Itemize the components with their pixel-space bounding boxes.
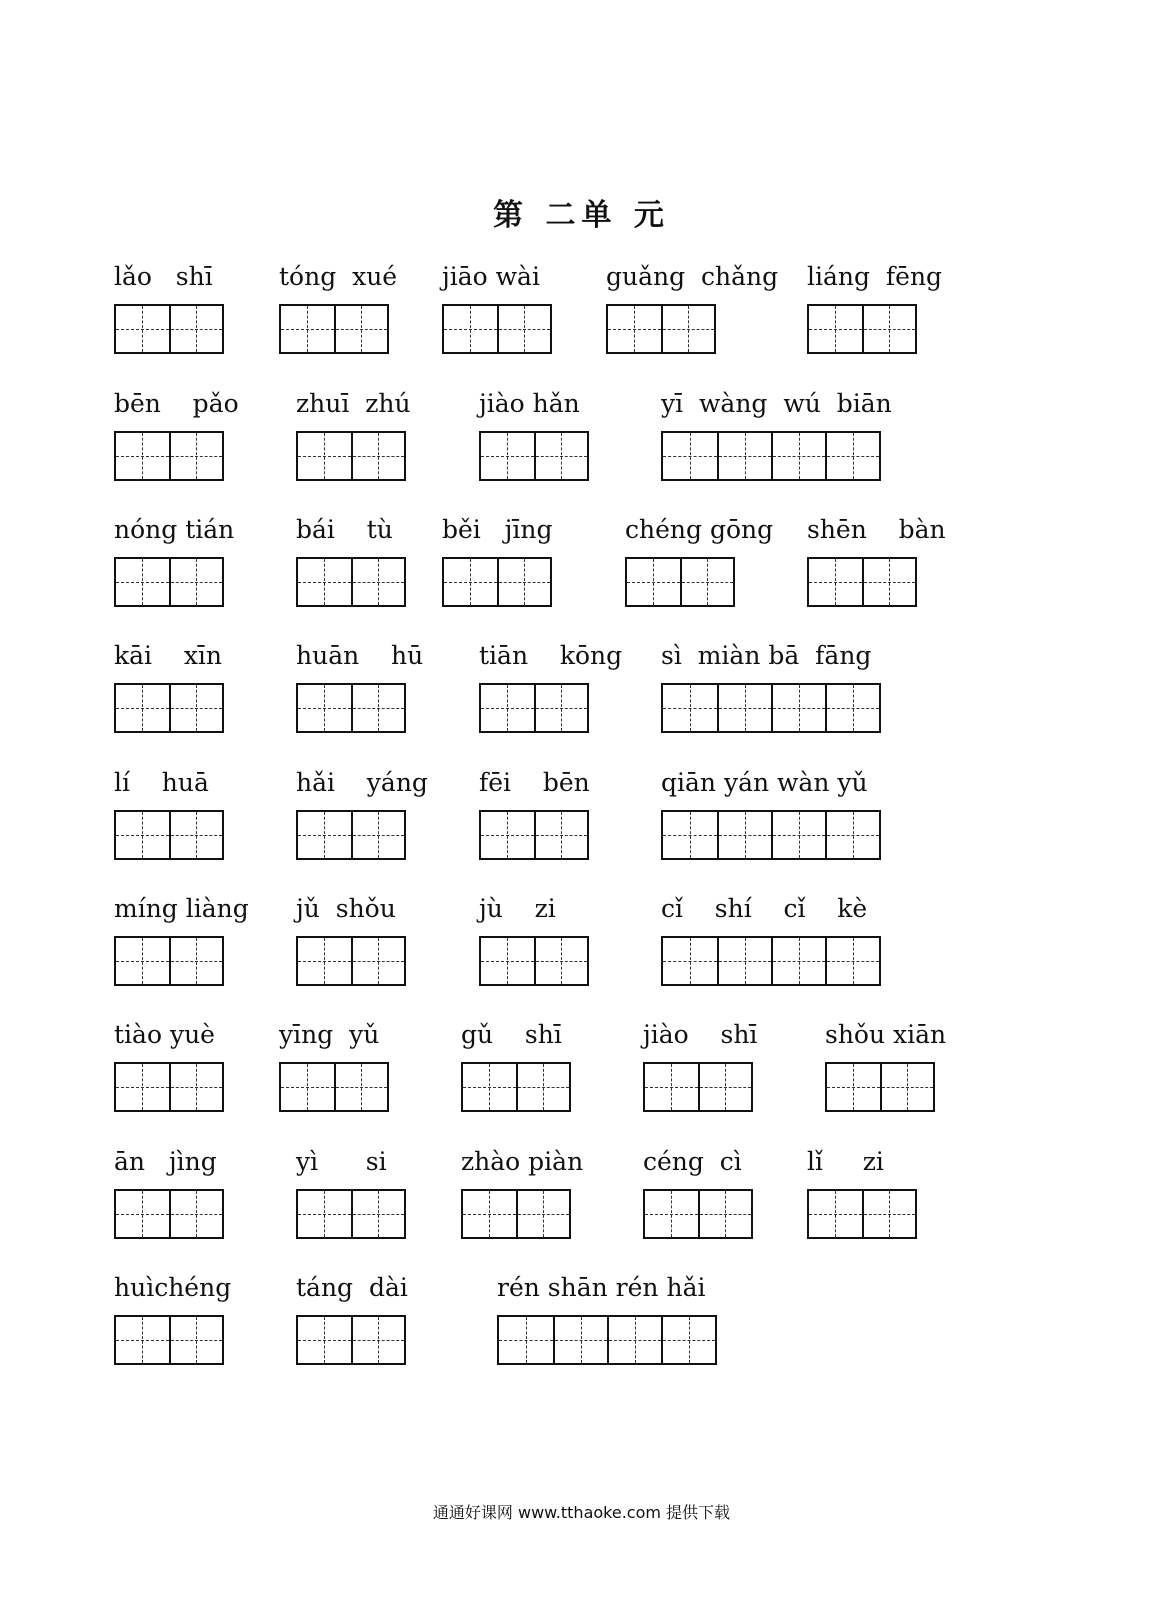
tianzige-box[interactable] — [169, 1191, 222, 1237]
tianzige-box[interactable] — [298, 433, 351, 479]
tianzige-box[interactable] — [534, 433, 587, 479]
writing-boxes — [497, 1315, 717, 1365]
writing-boxes — [643, 1062, 753, 1112]
writing-boxes — [114, 557, 224, 607]
tianzige-box[interactable] — [825, 433, 879, 479]
writing-boxes — [114, 1189, 224, 1239]
writing-boxes — [114, 936, 224, 986]
tianzige-box[interactable] — [516, 1064, 569, 1110]
tianzige-box[interactable] — [334, 306, 387, 352]
writing-boxes — [625, 557, 735, 607]
tianzige-box[interactable] — [698, 1064, 751, 1110]
tianzige-box[interactable] — [169, 306, 222, 352]
pinyin-label: jù zi — [479, 894, 556, 923]
tianzige-box[interactable] — [169, 812, 222, 858]
writing-boxes — [461, 1189, 571, 1239]
writing-boxes — [296, 557, 406, 607]
pinyin-label: yī wàng wú biān — [661, 389, 892, 418]
pinyin-label: cǐ shí cǐ kè — [661, 894, 868, 923]
tianzige-box[interactable] — [809, 1191, 862, 1237]
writing-boxes — [661, 810, 881, 860]
tianzige-box[interactable] — [607, 1317, 661, 1363]
tianzige-box[interactable] — [645, 1064, 698, 1110]
tianzige-box[interactable] — [717, 433, 771, 479]
writing-boxes — [479, 431, 589, 481]
writing-boxes — [807, 1189, 917, 1239]
tianzige-box[interactable] — [497, 559, 550, 605]
tianzige-box[interactable] — [825, 812, 879, 858]
tianzige-box[interactable] — [661, 1317, 715, 1363]
pinyin-label: zhuī zhú — [296, 389, 411, 418]
tianzige-box[interactable] — [534, 812, 587, 858]
tianzige-box[interactable] — [116, 1064, 169, 1110]
pinyin-label: běi jīng — [442, 515, 553, 544]
writing-boxes — [479, 683, 589, 733]
writing-boxes — [296, 683, 406, 733]
writing-boxes — [114, 1062, 224, 1112]
tianzige-box[interactable] — [298, 1317, 351, 1363]
tianzige-box[interactable] — [298, 1191, 351, 1237]
pinyin-label: tiān kōng — [479, 641, 623, 670]
tianzige-box[interactable] — [553, 1317, 607, 1363]
tianzige-box[interactable] — [116, 685, 169, 731]
tianzige-box[interactable] — [444, 559, 497, 605]
tianzige-box[interactable] — [281, 306, 334, 352]
pinyin-label: tiào yuè — [114, 1020, 215, 1049]
tianzige-box[interactable] — [481, 433, 534, 479]
writing-boxes — [479, 810, 589, 860]
writing-boxes — [114, 683, 224, 733]
tianzige-box[interactable] — [169, 559, 222, 605]
tianzige-box[interactable] — [444, 306, 497, 352]
pinyin-label: lí huā — [114, 768, 209, 797]
tianzige-box[interactable] — [481, 938, 534, 984]
tianzige-box[interactable] — [351, 812, 404, 858]
writing-boxes — [442, 304, 552, 354]
tianzige-box[interactable] — [663, 433, 717, 479]
tianzige-box[interactable] — [116, 1317, 169, 1363]
pinyin-label: táng dài — [296, 1273, 408, 1302]
tianzige-box[interactable] — [169, 1317, 222, 1363]
tianzige-box[interactable] — [497, 306, 550, 352]
writing-boxes — [114, 304, 224, 354]
tianzige-box[interactable] — [771, 685, 825, 731]
tianzige-box[interactable] — [298, 559, 351, 605]
pinyin-label: bēn pǎo — [114, 389, 239, 418]
tianzige-box[interactable] — [809, 559, 862, 605]
tianzige-box[interactable] — [481, 685, 534, 731]
writing-boxes — [296, 431, 406, 481]
writing-boxes — [643, 1189, 753, 1239]
writing-boxes — [661, 936, 881, 986]
pinyin-label: huìchéng — [114, 1273, 232, 1302]
pinyin-label: jǔ shǒu — [296, 894, 396, 923]
pinyin-label: céng cì — [643, 1147, 742, 1176]
pinyin-label: sì miàn bā fāng — [661, 641, 872, 670]
tianzige-box[interactable] — [771, 433, 825, 479]
pinyin-label: ān jìng — [114, 1147, 217, 1176]
tianzige-box[interactable] — [717, 938, 771, 984]
tianzige-box[interactable] — [463, 1064, 516, 1110]
tianzige-box[interactable] — [608, 306, 661, 352]
tianzige-box[interactable] — [351, 685, 404, 731]
tianzige-box[interactable] — [169, 685, 222, 731]
tianzige-box[interactable] — [463, 1191, 516, 1237]
tianzige-box[interactable] — [298, 812, 351, 858]
pinyin-label: shēn bàn — [807, 515, 946, 544]
pinyin-label: shǒu xiān — [825, 1020, 947, 1049]
pinyin-label: kāi xīn — [114, 641, 223, 670]
writing-boxes — [479, 936, 589, 986]
tianzige-box[interactable] — [116, 1191, 169, 1237]
pinyin-label: míng liàng — [114, 894, 249, 923]
tianzige-box[interactable] — [698, 1191, 751, 1237]
writing-boxes — [661, 431, 881, 481]
tianzige-box[interactable] — [862, 559, 915, 605]
tianzige-box[interactable] — [481, 812, 534, 858]
tianzige-box[interactable] — [880, 1064, 933, 1110]
writing-boxes — [661, 683, 881, 733]
tianzige-box[interactable] — [169, 1064, 222, 1110]
tianzige-box[interactable] — [169, 433, 222, 479]
writing-boxes — [114, 1315, 224, 1365]
tianzige-box[interactable] — [663, 685, 717, 731]
pinyin-label: lǎo shī — [114, 262, 213, 291]
writing-boxes — [442, 557, 552, 607]
pinyin-label: jiāo wài — [442, 262, 540, 291]
writing-boxes — [296, 810, 406, 860]
pinyin-label: rén shān rén hǎi — [497, 1273, 706, 1302]
writing-boxes — [296, 1189, 406, 1239]
writing-boxes — [114, 810, 224, 860]
pinyin-label: liáng fēng — [807, 262, 943, 291]
tianzige-box[interactable] — [862, 306, 915, 352]
pinyin-label: yì si — [296, 1147, 387, 1176]
writing-boxes — [825, 1062, 935, 1112]
pinyin-label: hǎi yáng — [296, 768, 428, 797]
tianzige-box[interactable] — [645, 1191, 698, 1237]
tianzige-box[interactable] — [351, 433, 404, 479]
writing-boxes — [807, 304, 917, 354]
pinyin-label: tóng xué — [279, 262, 398, 291]
tianzige-box[interactable] — [116, 812, 169, 858]
writing-boxes — [606, 304, 716, 354]
writing-boxes — [807, 557, 917, 607]
tianzige-box[interactable] — [825, 685, 879, 731]
writing-boxes — [296, 936, 406, 986]
pinyin-label: lǐ zi — [807, 1147, 884, 1176]
tianzige-box[interactable] — [116, 433, 169, 479]
tianzige-box[interactable] — [116, 306, 169, 352]
tianzige-box[interactable] — [534, 938, 587, 984]
tianzige-box[interactable] — [351, 559, 404, 605]
tianzige-box[interactable] — [351, 1317, 404, 1363]
tianzige-box[interactable] — [351, 1191, 404, 1237]
tianzige-box[interactable] — [534, 685, 587, 731]
writing-boxes — [296, 1315, 406, 1365]
pinyin-label: zhào piàn — [461, 1147, 584, 1176]
writing-boxes — [279, 1062, 389, 1112]
tianzige-box[interactable] — [717, 812, 771, 858]
pinyin-label: jiào shī — [643, 1020, 758, 1049]
tianzige-box[interactable] — [663, 938, 717, 984]
writing-boxes — [114, 431, 224, 481]
pinyin-label: fēi bēn — [479, 768, 590, 797]
pinyin-label: chéng gōng — [625, 515, 774, 544]
tianzige-box[interactable] — [663, 812, 717, 858]
pinyin-label: qiān yán wàn yǔ — [661, 768, 868, 797]
tianzige-box[interactable] — [116, 938, 169, 984]
tianzige-box[interactable] — [809, 306, 862, 352]
writing-boxes — [461, 1062, 571, 1112]
footer-credit: 通通好课网 www.tthaoke.com 提供下载 — [432, 1503, 731, 1522]
pinyin-label: nóng tián — [114, 515, 235, 544]
pinyin-label: gǔ shī — [461, 1020, 562, 1049]
tianzige-box[interactable] — [298, 938, 351, 984]
tianzige-box[interactable] — [827, 1064, 880, 1110]
tianzige-box[interactable] — [351, 938, 404, 984]
writing-boxes — [279, 304, 389, 354]
tianzige-box[interactable] — [169, 938, 222, 984]
tianzige-box[interactable] — [116, 559, 169, 605]
pinyin-label: huān hū — [296, 641, 424, 670]
tianzige-box[interactable] — [661, 306, 714, 352]
pinyin-label: bái tù — [296, 515, 393, 544]
tianzige-box[interactable] — [825, 938, 879, 984]
tianzige-box[interactable] — [771, 812, 825, 858]
tianzige-box[interactable] — [516, 1191, 569, 1237]
tianzige-box[interactable] — [717, 685, 771, 731]
tianzige-box[interactable] — [680, 559, 733, 605]
tianzige-box[interactable] — [771, 938, 825, 984]
tianzige-box[interactable] — [862, 1191, 915, 1237]
tianzige-box[interactable] — [499, 1317, 553, 1363]
pinyin-label: yīng yǔ — [279, 1020, 380, 1049]
pinyin-label: guǎng chǎng — [606, 262, 779, 291]
tianzige-box[interactable] — [627, 559, 680, 605]
page-title: 第 二单 元 — [493, 198, 670, 233]
pinyin-label: jiào hǎn — [479, 389, 580, 418]
tianzige-box[interactable] — [281, 1064, 334, 1110]
tianzige-box[interactable] — [334, 1064, 387, 1110]
tianzige-box[interactable] — [298, 685, 351, 731]
